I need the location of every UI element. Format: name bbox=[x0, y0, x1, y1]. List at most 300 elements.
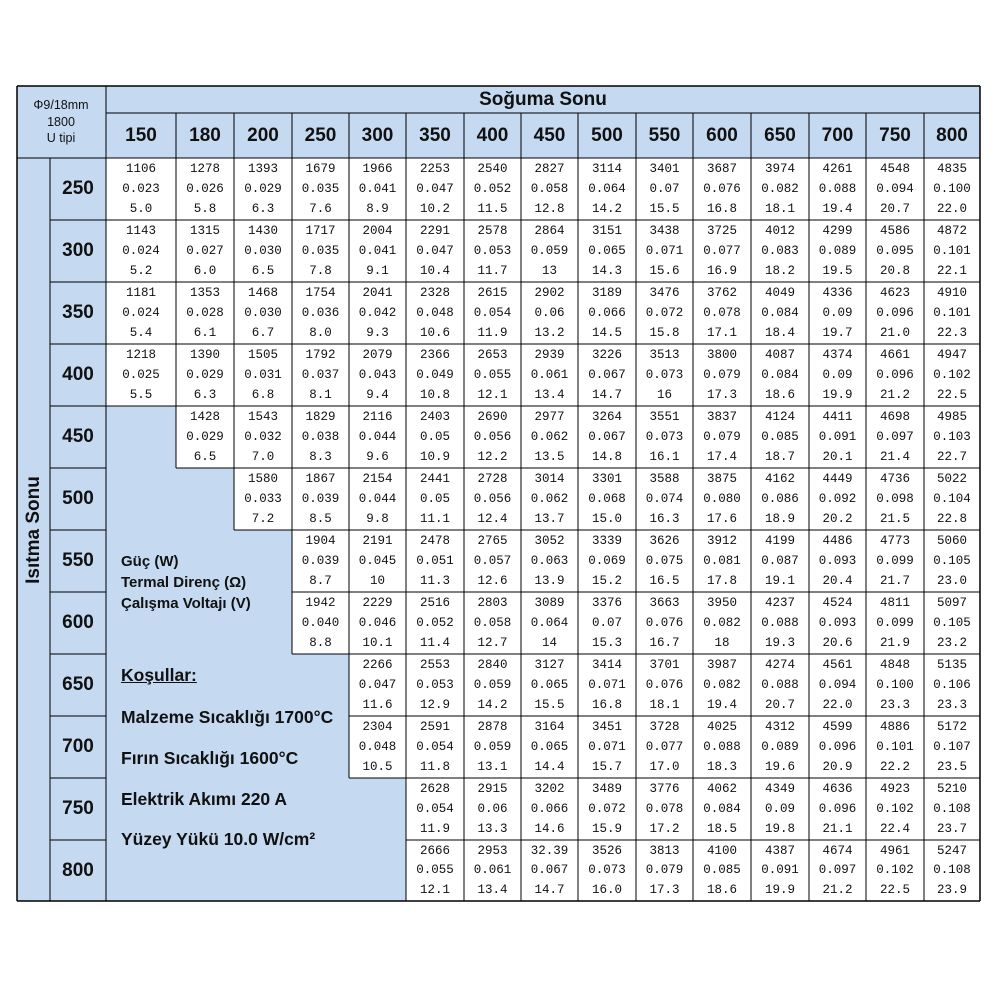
cell-power: 2004 bbox=[362, 223, 393, 238]
cell-resistance: 0.055 bbox=[473, 367, 512, 382]
cell-power: 2953 bbox=[477, 843, 508, 858]
cell-power: 2864 bbox=[534, 223, 565, 238]
cell-voltage: 15.0 bbox=[591, 511, 622, 526]
cell-resistance: 0.098 bbox=[876, 491, 914, 506]
cell-voltage: 23.9 bbox=[936, 882, 967, 897]
cell-power: 2690 bbox=[477, 409, 508, 424]
cell-voltage: 10.4 bbox=[419, 263, 450, 278]
cell-power: 3189 bbox=[591, 285, 622, 300]
cell-power: 32.39 bbox=[530, 843, 569, 858]
cell-power: 2553 bbox=[419, 657, 450, 672]
corner-diameter: Φ9/18mm bbox=[33, 97, 89, 112]
cell-voltage: 19.6 bbox=[764, 759, 795, 774]
cell-voltage: 14.6 bbox=[534, 821, 565, 836]
cell-power: 2229 bbox=[362, 595, 393, 610]
cell-resistance: 0.029 bbox=[186, 429, 224, 444]
cell-power: 3950 bbox=[706, 595, 737, 610]
cell-voltage: 11.9 bbox=[477, 325, 508, 340]
cell-voltage: 10.6 bbox=[419, 325, 450, 340]
cell-voltage: 10.8 bbox=[419, 387, 450, 402]
cell-resistance: 0.079 bbox=[703, 367, 741, 382]
condition-furnace-temp: Fırın Sıcaklığı 1600°C bbox=[121, 748, 299, 768]
cell-power: 4449 bbox=[822, 471, 853, 486]
cell-power: 3813 bbox=[649, 843, 680, 858]
cell-resistance: 0.075 bbox=[645, 553, 684, 568]
cell-resistance: 0.094 bbox=[818, 677, 857, 692]
cell-voltage: 9.6 bbox=[366, 449, 389, 464]
cell-power: 4623 bbox=[879, 285, 910, 300]
cell-resistance: 0.079 bbox=[645, 863, 684, 878]
cell-power: 5022 bbox=[936, 471, 967, 486]
cell-resistance: 0.088 bbox=[761, 677, 799, 692]
cell-resistance: 0.031 bbox=[244, 367, 282, 382]
cell-voltage: 22.2 bbox=[879, 759, 910, 774]
cell-voltage: 22.7 bbox=[936, 449, 967, 464]
cell-resistance: 0.049 bbox=[416, 367, 454, 382]
cell-power: 2366 bbox=[419, 347, 450, 362]
column-header: 550 bbox=[648, 124, 681, 146]
cell-voltage: 23.3 bbox=[936, 697, 967, 712]
cell-voltage: 17.8 bbox=[706, 573, 737, 588]
cell-voltage: 17.3 bbox=[649, 882, 680, 897]
cell-resistance: 0.042 bbox=[358, 305, 397, 320]
cell-voltage: 18.1 bbox=[649, 697, 680, 712]
cell-power: 2977 bbox=[534, 409, 565, 424]
cell-voltage: 18.5 bbox=[706, 821, 737, 836]
cell-power: 4261 bbox=[822, 161, 853, 176]
cell-power: 3202 bbox=[534, 781, 565, 796]
cell-voltage: 8.1 bbox=[309, 387, 332, 402]
cell-resistance: 0.038 bbox=[301, 429, 340, 444]
cell-voltage: 14.2 bbox=[591, 201, 622, 216]
cell-resistance: 0.084 bbox=[761, 305, 799, 320]
cell-power: 4811 bbox=[879, 595, 910, 610]
cell-voltage: 10.9 bbox=[419, 449, 450, 464]
cell-voltage: 19.8 bbox=[764, 821, 795, 836]
cell-power: 2666 bbox=[419, 843, 450, 858]
cell-resistance: 0.088 bbox=[761, 615, 799, 630]
cell-voltage: 21.7 bbox=[879, 573, 910, 588]
cell-resistance: 0.053 bbox=[473, 243, 512, 258]
cell-power: 4336 bbox=[822, 285, 853, 300]
cell-power: 1278 bbox=[189, 161, 220, 176]
cell-voltage: 11.8 bbox=[419, 759, 450, 774]
cell-resistance: 0.05 bbox=[419, 429, 450, 444]
cell-voltage: 13.1 bbox=[477, 759, 508, 774]
cell-resistance: 0.058 bbox=[530, 181, 569, 196]
corner-length: 1800 bbox=[47, 114, 75, 129]
cell-resistance: 0.056 bbox=[473, 429, 512, 444]
cell-power: 3226 bbox=[591, 347, 622, 362]
cell-power: 3837 bbox=[706, 409, 737, 424]
column-group-title: Soğuma Sonu bbox=[479, 88, 607, 110]
cell-voltage: 15.2 bbox=[591, 573, 622, 588]
cell-voltage: 15.5 bbox=[534, 697, 565, 712]
cell-resistance: 0.071 bbox=[645, 243, 684, 258]
cell-resistance: 0.046 bbox=[358, 615, 397, 630]
cell-voltage: 15.3 bbox=[591, 635, 622, 650]
cell-resistance: 0.066 bbox=[530, 801, 569, 816]
cell-voltage: 20.9 bbox=[822, 759, 853, 774]
corner-type: U tipi bbox=[46, 131, 76, 146]
cell-power: 2653 bbox=[477, 347, 508, 362]
cell-resistance: 0.083 bbox=[761, 243, 799, 258]
cell-resistance: 0.067 bbox=[588, 429, 626, 444]
cell-resistance: 0.07 bbox=[649, 181, 680, 196]
cell-resistance: 0.025 bbox=[122, 367, 160, 382]
cell-voltage: 23.2 bbox=[936, 635, 967, 650]
cell-voltage: 12.6 bbox=[477, 573, 508, 588]
row-header: 300 bbox=[62, 240, 94, 261]
cell-power: 3513 bbox=[649, 347, 680, 362]
cell-voltage: 20.1 bbox=[822, 449, 853, 464]
cell-power: 2403 bbox=[419, 409, 450, 424]
cell-resistance: 0.052 bbox=[473, 181, 512, 196]
cell-resistance: 0.073 bbox=[588, 863, 626, 878]
cell-power: 2878 bbox=[477, 719, 508, 734]
cell-resistance: 0.06 bbox=[534, 305, 565, 320]
cell-voltage: 14.7 bbox=[591, 387, 622, 402]
cell-power: 4835 bbox=[936, 161, 967, 176]
column-header: 800 bbox=[936, 124, 968, 146]
cell-resistance: 0.082 bbox=[703, 615, 741, 630]
cell-power: 4736 bbox=[879, 471, 910, 486]
cell-power: 4599 bbox=[822, 719, 853, 734]
cell-resistance: 0.080 bbox=[703, 491, 741, 506]
cell-voltage: 16.7 bbox=[649, 635, 680, 650]
cell-power: 1679 bbox=[305, 161, 336, 176]
cell-resistance: 0.039 bbox=[301, 491, 340, 506]
column-header: 200 bbox=[247, 124, 279, 146]
cell-voltage: 15.8 bbox=[649, 325, 680, 340]
cell-voltage: 13 bbox=[541, 263, 557, 278]
cell-resistance: 0.097 bbox=[876, 429, 914, 444]
cell-resistance: 0.091 bbox=[761, 863, 799, 878]
cell-voltage: 10.5 bbox=[362, 759, 393, 774]
cell-voltage: 16.8 bbox=[706, 201, 737, 216]
cell-resistance: 0.102 bbox=[876, 801, 914, 816]
cell-voltage: 8.3 bbox=[309, 449, 332, 464]
cell-power: 5135 bbox=[936, 657, 967, 672]
cell-resistance: 0.059 bbox=[530, 243, 569, 258]
cell-resistance: 0.101 bbox=[933, 243, 971, 258]
column-header: 600 bbox=[706, 124, 738, 146]
cell-voltage: 18.3 bbox=[706, 759, 737, 774]
cell-voltage: 13.3 bbox=[477, 821, 508, 836]
column-header: 700 bbox=[821, 124, 854, 146]
cell-resistance: 0.079 bbox=[703, 429, 741, 444]
cell-resistance: 0.030 bbox=[244, 243, 282, 258]
cell-voltage: 22.0 bbox=[936, 201, 967, 216]
cell-power: 1792 bbox=[305, 347, 336, 362]
cell-power: 5210 bbox=[936, 781, 967, 796]
cell-resistance: 0.101 bbox=[876, 739, 914, 754]
legend-power: Güç (W) bbox=[121, 553, 179, 570]
cell-power: 2116 bbox=[362, 409, 393, 424]
cell-resistance: 0.09 bbox=[764, 801, 795, 816]
conditions-heading: Koşullar: bbox=[121, 665, 197, 685]
cell-power: 3127 bbox=[534, 657, 565, 672]
cell-voltage: 23.5 bbox=[936, 759, 967, 774]
cell-power: 3489 bbox=[591, 781, 622, 796]
column-header: 650 bbox=[764, 124, 796, 146]
cell-power: 4411 bbox=[822, 409, 853, 424]
cell-power: 4561 bbox=[822, 657, 853, 672]
cell-resistance: 0.099 bbox=[876, 615, 914, 630]
cell-resistance: 0.041 bbox=[358, 181, 397, 196]
cell-voltage: 21.2 bbox=[822, 882, 853, 897]
cell-resistance: 0.096 bbox=[818, 801, 857, 816]
cell-resistance: 0.073 bbox=[645, 429, 684, 444]
cell-resistance: 0.084 bbox=[761, 367, 799, 382]
cell-voltage: 14.5 bbox=[591, 325, 622, 340]
cell-power: 3476 bbox=[649, 285, 680, 300]
cell-voltage: 17.6 bbox=[706, 511, 737, 526]
cell-power: 2041 bbox=[362, 285, 393, 300]
row-header: 700 bbox=[62, 736, 94, 757]
row-header: 600 bbox=[62, 612, 94, 633]
cell-power: 2765 bbox=[477, 533, 508, 548]
cell-voltage: 13.7 bbox=[534, 511, 565, 526]
cell-resistance: 0.044 bbox=[358, 429, 397, 444]
cell-voltage: 8.9 bbox=[366, 201, 389, 216]
row-header: 350 bbox=[62, 302, 94, 323]
cell-power: 4524 bbox=[822, 595, 853, 610]
cell-voltage: 13.5 bbox=[534, 449, 565, 464]
cell-resistance: 0.077 bbox=[645, 739, 684, 754]
cell-power: 3626 bbox=[649, 533, 680, 548]
cell-power: 2304 bbox=[362, 719, 393, 734]
cell-power: 2540 bbox=[477, 161, 508, 176]
cell-power: 4636 bbox=[822, 781, 853, 796]
cell-resistance: 0.035 bbox=[301, 181, 340, 196]
cell-resistance: 0.054 bbox=[416, 801, 454, 816]
cell-power: 1143 bbox=[125, 223, 156, 238]
cell-resistance: 0.085 bbox=[761, 429, 799, 444]
cell-voltage: 17.4 bbox=[706, 449, 737, 464]
cell-resistance: 0.072 bbox=[645, 305, 684, 320]
cell-power: 2578 bbox=[477, 223, 508, 238]
cell-power: 3687 bbox=[706, 161, 737, 176]
legend-resistance: Termal Direnç (Ω) bbox=[121, 574, 247, 591]
cell-resistance: 0.062 bbox=[530, 429, 569, 444]
row-header: 450 bbox=[62, 426, 94, 447]
cell-voltage: 13.4 bbox=[477, 882, 508, 897]
cell-resistance: 0.064 bbox=[530, 615, 569, 630]
cell-resistance: 0.036 bbox=[301, 305, 340, 320]
cell-power: 3301 bbox=[591, 471, 622, 486]
cell-voltage: 10 bbox=[369, 573, 385, 588]
cell-resistance: 0.026 bbox=[186, 181, 224, 196]
cell-resistance: 0.082 bbox=[703, 677, 741, 692]
cell-voltage: 6.8 bbox=[251, 387, 275, 402]
cell-voltage: 6.5 bbox=[251, 263, 275, 278]
cell-power: 5097 bbox=[936, 595, 967, 610]
cell-resistance: 0.055 bbox=[416, 863, 454, 878]
cell-resistance: 0.06 bbox=[477, 801, 508, 816]
cell-resistance: 0.078 bbox=[645, 801, 684, 816]
column-header: 750 bbox=[879, 124, 911, 146]
cell-resistance: 0.065 bbox=[588, 243, 626, 258]
cell-power: 3912 bbox=[706, 533, 737, 548]
row-header: 650 bbox=[62, 674, 94, 695]
cell-voltage: 12.1 bbox=[477, 387, 508, 402]
cell-resistance: 0.029 bbox=[186, 367, 224, 382]
cell-voltage: 11.3 bbox=[419, 573, 450, 588]
cell-resistance: 0.103 bbox=[933, 429, 971, 444]
cell-power: 4773 bbox=[879, 533, 910, 548]
cell-power: 2291 bbox=[419, 223, 450, 238]
cell-resistance: 0.085 bbox=[703, 863, 741, 878]
cell-resistance: 0.088 bbox=[818, 181, 857, 196]
cell-voltage: 11.9 bbox=[419, 821, 450, 836]
cell-voltage: 9.3 bbox=[366, 325, 389, 340]
cell-voltage: 6.3 bbox=[193, 387, 217, 402]
cell-resistance: 0.068 bbox=[588, 491, 626, 506]
column-header: 300 bbox=[361, 124, 394, 146]
cell-resistance: 0.074 bbox=[645, 491, 684, 506]
column-header: 450 bbox=[533, 124, 566, 146]
column-header: 250 bbox=[304, 124, 337, 146]
cell-resistance: 0.053 bbox=[416, 677, 454, 692]
cell-voltage: 15.5 bbox=[649, 201, 680, 216]
row-header: 750 bbox=[62, 798, 94, 819]
cell-resistance: 0.108 bbox=[933, 863, 971, 878]
cell-voltage: 21.1 bbox=[822, 821, 853, 836]
cell-resistance: 0.096 bbox=[818, 739, 857, 754]
cell-voltage: 19.5 bbox=[822, 263, 853, 278]
cell-resistance: 0.073 bbox=[645, 367, 684, 382]
cell-power: 5172 bbox=[936, 719, 967, 734]
cell-power: 3800 bbox=[706, 347, 737, 362]
cell-power: 2939 bbox=[534, 347, 565, 362]
cell-power: 2615 bbox=[477, 285, 508, 300]
cell-resistance: 0.081 bbox=[703, 553, 741, 568]
cell-voltage: 6.7 bbox=[251, 325, 275, 340]
cell-resistance: 0.082 bbox=[761, 181, 799, 196]
cell-power: 1106 bbox=[125, 161, 156, 176]
cell-voltage: 11.7 bbox=[477, 263, 508, 278]
cell-voltage: 12.9 bbox=[419, 697, 450, 712]
cell-voltage: 21.4 bbox=[879, 449, 910, 464]
cell-voltage: 14.2 bbox=[477, 697, 508, 712]
cell-resistance: 0.104 bbox=[933, 491, 971, 506]
cell-voltage: 15.9 bbox=[591, 821, 622, 836]
cell-voltage: 23.3 bbox=[879, 697, 910, 712]
cell-voltage: 16.3 bbox=[649, 511, 680, 526]
cell-resistance: 0.047 bbox=[416, 243, 454, 258]
cell-resistance: 0.09 bbox=[822, 367, 853, 382]
cell-voltage: 17.0 bbox=[649, 759, 680, 774]
cell-power: 3114 bbox=[591, 161, 622, 176]
cell-resistance: 0.077 bbox=[703, 243, 741, 258]
cell-power: 3401 bbox=[649, 161, 680, 176]
cell-resistance: 0.05 bbox=[419, 491, 450, 506]
cell-voltage: 18 bbox=[714, 635, 730, 650]
cell-resistance: 0.029 bbox=[244, 181, 282, 196]
cell-resistance: 0.096 bbox=[876, 367, 914, 382]
cell-power: 1904 bbox=[305, 533, 336, 548]
cell-power: 5060 bbox=[936, 533, 967, 548]
cell-power: 1353 bbox=[189, 285, 220, 300]
cell-resistance: 0.092 bbox=[818, 491, 857, 506]
cell-resistance: 0.099 bbox=[876, 553, 914, 568]
cell-resistance: 0.076 bbox=[645, 677, 684, 692]
cell-voltage: 12.2 bbox=[477, 449, 508, 464]
cell-voltage: 6.1 bbox=[193, 325, 217, 340]
row-header: 400 bbox=[62, 364, 94, 385]
cell-voltage: 11.1 bbox=[419, 511, 450, 526]
cell-power: 2266 bbox=[362, 657, 393, 672]
cell-power: 2827 bbox=[534, 161, 565, 176]
cell-power: 4049 bbox=[764, 285, 795, 300]
cell-resistance: 0.040 bbox=[301, 615, 340, 630]
cell-power: 2728 bbox=[477, 471, 508, 486]
column-header: 350 bbox=[419, 124, 451, 146]
cell-resistance: 0.045 bbox=[358, 553, 397, 568]
cell-power: 1430 bbox=[247, 223, 278, 238]
cell-voltage: 14.7 bbox=[534, 882, 565, 897]
cell-voltage: 10.2 bbox=[419, 201, 450, 216]
cell-voltage: 8.7 bbox=[309, 573, 332, 588]
cell-voltage: 17.3 bbox=[706, 387, 737, 402]
cell-resistance: 0.059 bbox=[473, 677, 512, 692]
cell-power: 3376 bbox=[591, 595, 622, 610]
cell-power: 3762 bbox=[706, 285, 737, 300]
cell-resistance: 0.102 bbox=[876, 863, 914, 878]
cell-voltage: 16.1 bbox=[649, 449, 680, 464]
cell-resistance: 0.094 bbox=[876, 181, 914, 196]
cell-power: 3875 bbox=[706, 471, 737, 486]
cell-resistance: 0.052 bbox=[416, 615, 454, 630]
cell-voltage: 17.1 bbox=[706, 325, 737, 340]
cell-resistance: 0.089 bbox=[761, 739, 799, 754]
cell-voltage: 22.5 bbox=[936, 387, 967, 402]
cell-resistance: 0.061 bbox=[530, 367, 569, 382]
cell-voltage: 23.7 bbox=[936, 821, 967, 836]
cell-power: 1966 bbox=[362, 161, 393, 176]
cell-power: 2902 bbox=[534, 285, 565, 300]
cell-voltage: 5.4 bbox=[129, 325, 153, 340]
cell-voltage: 22.8 bbox=[936, 511, 967, 526]
cell-resistance: 0.054 bbox=[416, 739, 454, 754]
cell-resistance: 0.041 bbox=[358, 243, 397, 258]
cell-resistance: 0.037 bbox=[301, 367, 340, 382]
cell-power: 2591 bbox=[419, 719, 450, 734]
cell-power: 1393 bbox=[247, 161, 278, 176]
cell-resistance: 0.062 bbox=[530, 491, 569, 506]
cell-resistance: 0.048 bbox=[416, 305, 454, 320]
cell-power: 4910 bbox=[936, 285, 967, 300]
cell-resistance: 0.072 bbox=[588, 801, 626, 816]
cell-power: 4299 bbox=[822, 223, 853, 238]
cell-voltage: 16.9 bbox=[706, 263, 737, 278]
cell-resistance: 0.066 bbox=[588, 305, 626, 320]
cell-resistance: 0.057 bbox=[473, 553, 512, 568]
condition-material-temp: Malzeme Sıcaklığı 1700°C bbox=[121, 707, 334, 727]
cell-power: 4886 bbox=[879, 719, 910, 734]
cell-power: 1315 bbox=[189, 223, 220, 238]
cell-power: 3451 bbox=[591, 719, 622, 734]
cell-power: 2628 bbox=[419, 781, 450, 796]
cell-power: 4387 bbox=[764, 843, 795, 858]
cell-power: 3526 bbox=[591, 843, 622, 858]
cell-power: 3701 bbox=[649, 657, 680, 672]
cell-power: 1942 bbox=[305, 595, 336, 610]
cell-power: 1543 bbox=[247, 409, 278, 424]
cell-voltage: 19.3 bbox=[764, 635, 795, 650]
cell-power: 3414 bbox=[591, 657, 622, 672]
